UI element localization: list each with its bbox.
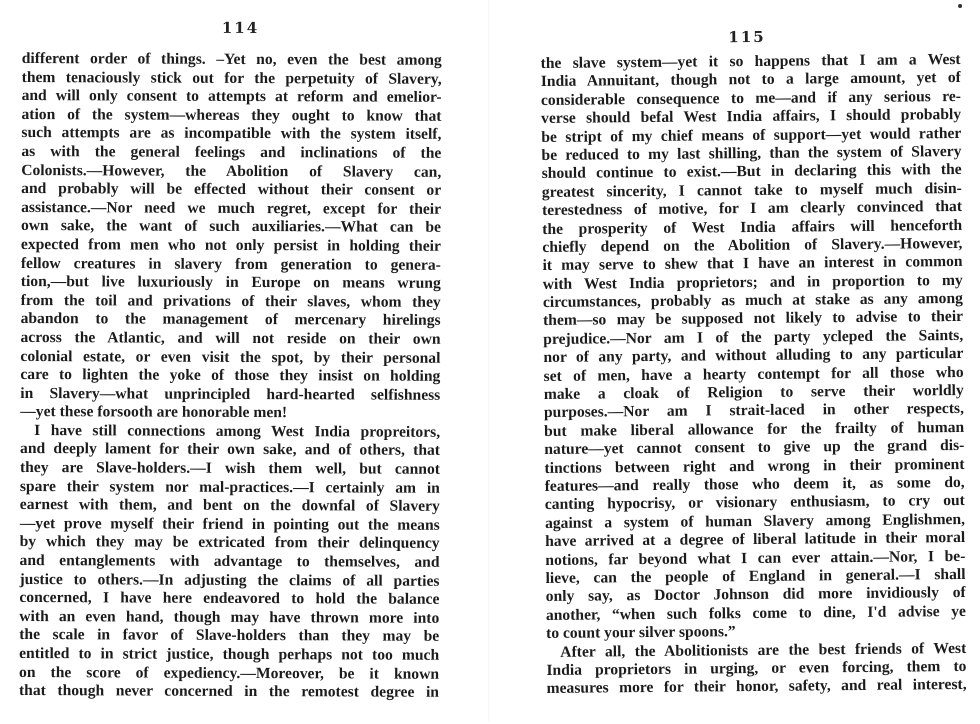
text-line: justice to others.—In adjusting the claims of all parties xyxy=(19,570,440,590)
text-line: nor of any party, and without alluding to any particular xyxy=(543,345,964,367)
text-line: and deeply lament for their own sake, and of others, that xyxy=(20,440,441,460)
text-line: that though never concerned in the remotest degree in xyxy=(18,682,440,702)
text-line: be reduced to my last shilling, than the system of Slavery xyxy=(541,142,962,164)
text-line: circumstances, probably as much at stake as any among xyxy=(542,290,963,312)
text-line: lieve, can the people of England in general.—I shall xyxy=(545,565,966,587)
right-page xyxy=(540,0,967,722)
text-line: another, “when such folks come to dine, I'd advise ye xyxy=(545,602,966,624)
text-line: different order of things. –Yet no, even the best among xyxy=(21,49,442,69)
text-line: as with the general feelings and inclinations of the xyxy=(21,142,442,162)
text-line: set of men, have a hearty contempt for all those who xyxy=(543,363,964,385)
text-line: and entanglements with advantage to themselves, and xyxy=(19,552,440,571)
text-line: with West India proprietors; and in proportion to my xyxy=(542,271,963,293)
text-line: but make liberal allowance for the frailty of human xyxy=(544,418,965,440)
text-line: —yet these forsooth are honorable men! xyxy=(20,403,288,422)
text-line: should continue to exist.—But in declaring this with the xyxy=(541,161,962,183)
text-line: care to lighten the yoke of those they insist on holding xyxy=(20,366,441,385)
text-line: they are Slave-holders.—I wish them well, but cannot xyxy=(19,459,440,478)
text-line: the prosperity of West India affairs will henceforth xyxy=(542,216,963,238)
text-line: colonial estate, or even visit the spot, by their personal xyxy=(20,347,441,367)
text-line: purposes.—Nor am I strait-laced in other respects, xyxy=(543,400,965,422)
text-line: from the toil and privations of their slaves, whom they xyxy=(20,291,441,311)
text-line: them tenaciously stick out for the perpetuity of Slavery, xyxy=(21,68,442,88)
text-line: abandon to the management of mercenary hirelings xyxy=(20,310,441,330)
left-page-number: 114 xyxy=(221,18,260,38)
margin-dot xyxy=(958,4,962,8)
text-line: concerned, I have here endeavored to hold the balance xyxy=(19,589,440,609)
left-page xyxy=(19,0,442,724)
text-line: After all, the Abolitionists are the best friends of West xyxy=(560,639,967,661)
text-line: canting hypocrisy, or visionary enthusiasm, to cry out xyxy=(544,492,965,514)
text-line: it may serve to shew that I have an interest in common xyxy=(542,253,963,275)
text-line: terestedness of motive, for I am clearly convinced that xyxy=(541,198,963,220)
text-line: such attempts are as incompatible with the system itself, xyxy=(21,124,442,144)
book-gutter xyxy=(488,0,490,722)
text-line: measures more for their honor, safety, and real interest, xyxy=(546,676,967,698)
text-line: fellow creatures in slavery from generation to genera- xyxy=(20,254,441,274)
text-line: and will only consent to attempts at reform and emelior- xyxy=(21,87,442,107)
text-line: on the score of expediency.—Moreover, be it known xyxy=(19,663,440,683)
text-line: prejudice.—Nor am I of the party ycleped the Saints, xyxy=(543,326,964,348)
text-line: ation of the system—whereas they ought to know that xyxy=(21,105,442,125)
text-line: own sake, the want of such auxiliaries.—What can be xyxy=(20,217,442,237)
text-line: make a cloak of Religion to serve their worldly xyxy=(543,381,964,404)
text-line: have arrived at a degree of liberal latitude in their moral xyxy=(545,529,966,551)
text-line: —yet prove myself their friend in pointing out the means xyxy=(19,514,440,534)
text-line: tinctions between right and wrong in their prominent xyxy=(544,455,965,477)
text-line: I have still connections among West India propreitors, xyxy=(34,421,441,441)
text-line: by which they may be extricated from their delinquency xyxy=(19,533,440,553)
text-line: the scale in favor of Slave-holders than they may be xyxy=(19,626,440,646)
text-line: only say, as Doctor Johnson did more invidiously of xyxy=(545,584,966,606)
text-line: verse should befal West India affairs, I should probably xyxy=(541,106,962,128)
text-line: tion,—but live luxuriously in Europe on means wrung xyxy=(20,273,441,292)
text-line: chiefly depend on the Abolition of Slavery.—However, xyxy=(542,234,963,256)
text-line: India proprietors in urging, or even forcing, them to xyxy=(546,657,967,679)
text-line: assistance.—Nor need we much regret, except for their xyxy=(21,198,442,218)
text-line: and probably will be effected without their consent or xyxy=(21,180,442,199)
text-line: against a system of human Slavery among Englishmen, xyxy=(544,510,966,532)
text-line: entitled to in strict justice, though perhaps not too much xyxy=(19,644,440,664)
text-line: to count your silver spoons.” xyxy=(546,623,736,643)
text-line: with an even hand, though may have thrown more into xyxy=(19,607,440,627)
left-page-text xyxy=(19,50,442,703)
text-line: earnest with them, and bent on the downfal of Slavery xyxy=(19,496,440,516)
text-line: India Annuitant, though not to a large amount, yet of xyxy=(540,69,961,91)
text-line: expected from men who not only persist in holding their xyxy=(20,235,441,255)
text-line: across the Atlantic, and will not reside on their own xyxy=(20,328,441,348)
text-line: be stript of my chief means of support—yet would rather xyxy=(541,124,962,146)
text-line: spare their system nor mal-practices.—I certainly am in xyxy=(19,477,440,497)
text-line: considerable consequence to me—and if any serious re- xyxy=(540,87,962,109)
text-line: Colonists.—However, the Abolition of Slavery can, xyxy=(21,161,442,181)
text-line: nature—yet cannot consent to give up the grand dis- xyxy=(544,437,965,459)
right-page-number: 115 xyxy=(728,27,766,47)
text-line: notions, far beyond what I can ever attain.—Nor, I be- xyxy=(545,547,966,569)
text-line: them—so may be supposed not likely to advise to their xyxy=(542,308,964,330)
text-line: greatest sincerity, I cannot take to myself much disin- xyxy=(541,179,962,201)
text-line: features—and really those who deem it, as some do, xyxy=(544,473,965,495)
text-line: in Slavery—what unprincipled hard-hearted selfishness xyxy=(20,384,441,404)
text-line: the slave system—yet it so happens that I am a West xyxy=(540,50,961,72)
right-page-text xyxy=(541,51,967,699)
